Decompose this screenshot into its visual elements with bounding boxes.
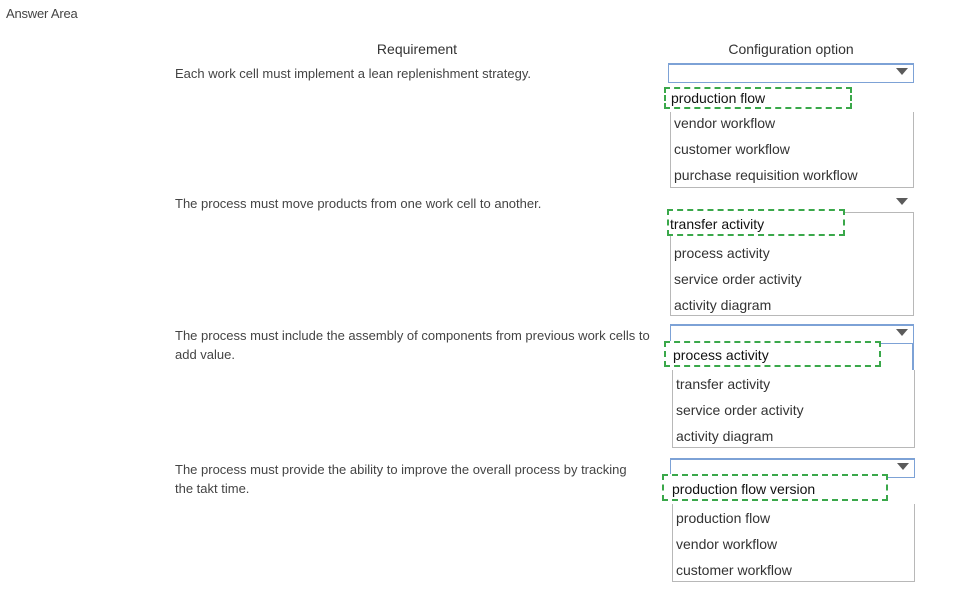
dropdown-1-selected-label: production flow (671, 90, 766, 106)
dropdown-1-option[interactable]: purchase requisition workflow (674, 167, 858, 183)
dropdown-3-focus-edge (912, 344, 914, 370)
dropdown-3-selected-label: process activity (673, 347, 769, 363)
dropdown-1-option[interactable]: vendor workflow (674, 115, 776, 131)
requirement-3-text: The process must include the assembly of components from previous work cells to add value. (175, 328, 650, 362)
requirement-header: Requirement (376, 41, 458, 57)
dropdown-1[interactable] (668, 63, 914, 83)
requirement-2-text: The process must move products from one work cell to another. (175, 196, 542, 211)
dropdown-1-option[interactable]: customer workflow (674, 141, 790, 157)
dropdown-4-selected-label: production flow version (672, 481, 816, 497)
dropdown-3-option[interactable]: transfer activity (676, 376, 771, 392)
dropdown-4-option[interactable]: production flow (676, 510, 771, 526)
dropdown-1-select[interactable] (668, 63, 914, 83)
configuration-header: Configuration option (728, 41, 854, 57)
dropdown-3-option[interactable]: activity diagram (676, 428, 774, 444)
chevron-down-icon[interactable] (897, 463, 909, 470)
dropdown-4-option[interactable]: customer workflow (676, 562, 792, 578)
dropdown-2-selected-label: transfer activity (670, 216, 765, 232)
chevron-down-icon[interactable] (896, 329, 908, 336)
dropdown-4-option[interactable]: vendor workflow (676, 536, 778, 552)
chevron-down-icon[interactable] (896, 68, 908, 75)
dropdown-2-option[interactable]: service order activity (674, 271, 802, 287)
requirement-4-text: The process must provide the ability to improve the overall process by tracking the takt time. (175, 462, 627, 496)
dropdown-3-option[interactable]: service order activity (676, 402, 804, 418)
chevron-down-icon[interactable] (896, 198, 908, 205)
answer-area-title: Answer Area (6, 6, 78, 21)
dropdown-2-option[interactable]: activity diagram (674, 297, 772, 313)
dropdown-2-option[interactable]: process activity (674, 245, 770, 261)
requirement-1-text: Each work cell must implement a lean replenishment strategy. (175, 66, 531, 81)
